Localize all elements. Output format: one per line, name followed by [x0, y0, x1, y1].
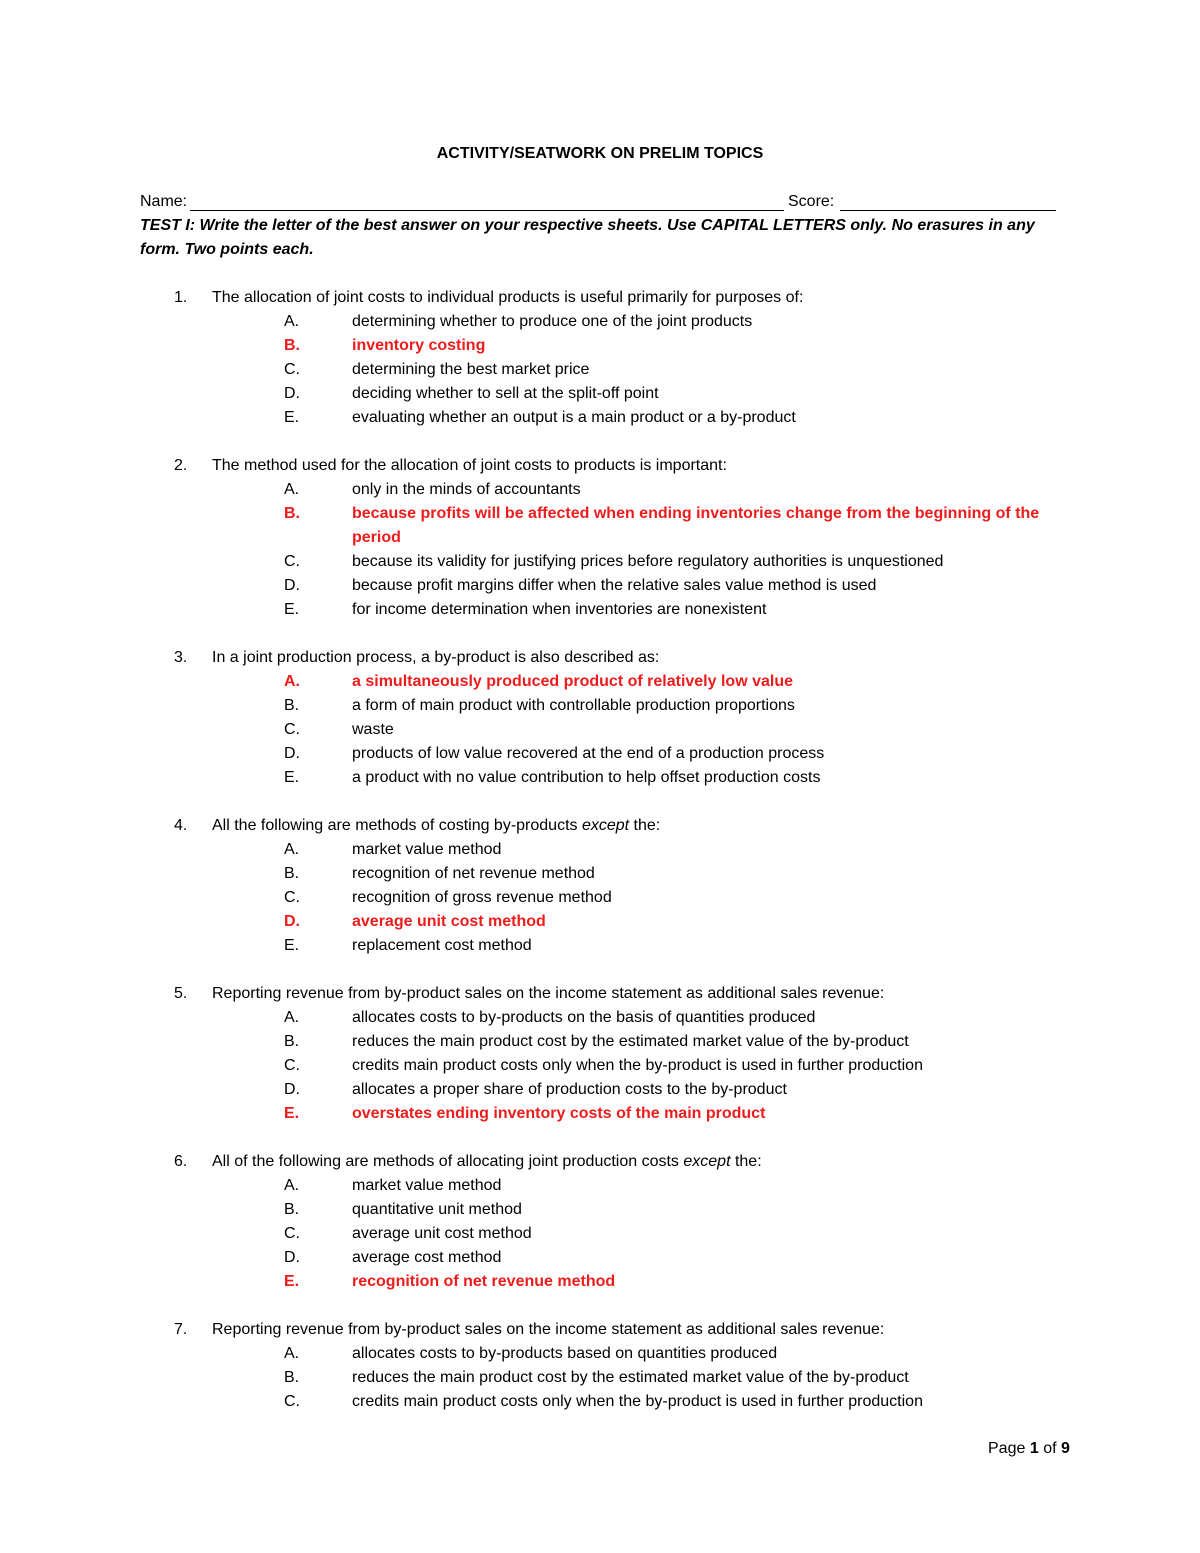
- option-text: average unit cost method: [352, 913, 546, 930]
- option-text: market value method: [352, 1177, 502, 1194]
- total-pages: 9: [1060, 1440, 1070, 1457]
- score-blank: [840, 210, 1056, 211]
- option-letter: A.: [284, 1177, 300, 1194]
- name-blank: [190, 210, 784, 211]
- question-text: All of the following are methods of allocating joint production costs: [212, 1153, 684, 1170]
- answer-option: [140, 934, 1060, 958]
- question-number: 6.: [174, 1153, 188, 1170]
- test-instructions: TEST I: Write the letter of the best answer on your respective sheets. Use CAPITAL LETTERS only. No erasures in any form. Two points each.: [140, 217, 1035, 258]
- answer-option: [140, 1198, 1060, 1222]
- answer-option: [140, 1006, 1060, 1030]
- option-text: inventory costing: [352, 337, 486, 354]
- answer-option: [140, 1390, 1060, 1414]
- answer-option: [140, 574, 1060, 598]
- option-text: allocates costs to by-products based on quantities produced: [352, 1345, 778, 1362]
- answer-option: [140, 1246, 1060, 1270]
- answer-option: [140, 1366, 1060, 1390]
- option-letter: C.: [284, 361, 300, 378]
- option-letter: C.: [284, 1225, 300, 1242]
- option-text: reduces the main product cost by the estimated market value of the by-product: [352, 1033, 909, 1050]
- question-stem: [140, 1318, 1060, 1342]
- question-item: [140, 646, 1060, 790]
- question-stem: [140, 286, 1060, 310]
- option-letter: C.: [284, 1393, 300, 1410]
- question-stem: [140, 646, 1060, 670]
- answer-option-correct: [140, 1270, 1060, 1294]
- answer-option: [140, 1174, 1060, 1198]
- question-item: [140, 1318, 1060, 1414]
- answer-option: [140, 1054, 1060, 1078]
- option-text: products of low value recovered at the end of a production process: [352, 745, 825, 762]
- answer-option: [140, 1222, 1060, 1246]
- option-text: recognition of gross revenue method: [352, 889, 612, 906]
- option-text: credits main product costs only when the by-product is used in further production: [352, 1057, 923, 1074]
- option-text: a simultaneously produced product of relatively low value: [352, 673, 793, 690]
- answer-option: [140, 310, 1060, 334]
- option-text: for income determination when inventories are nonexistent: [352, 601, 767, 618]
- question-stem: [140, 982, 1060, 1006]
- option-text: only in the minds of accountants: [352, 481, 581, 498]
- option-text: allocates costs to by-products on the basis of quantities produced: [352, 1009, 816, 1026]
- option-letter: A.: [284, 1345, 300, 1362]
- option-letter: B.: [284, 1201, 300, 1218]
- question-list: [140, 286, 1060, 1438]
- option-letter: C.: [284, 553, 300, 570]
- question-item: [140, 286, 1060, 430]
- option-text: credits main product costs only when the by-product is used in further production: [352, 1393, 923, 1410]
- question-number: 1.: [174, 289, 188, 306]
- option-text: overstates ending inventory costs of the main product: [352, 1105, 766, 1122]
- option-letter: B.: [284, 865, 300, 882]
- option-letter: D.: [284, 1081, 300, 1098]
- question-text: Reporting revenue from by-product sales on the income statement as additional sales revenue:: [212, 985, 885, 1002]
- option-letter: C.: [284, 721, 300, 738]
- option-letter: A.: [284, 1009, 300, 1026]
- option-text: recognition of net revenue method: [352, 1273, 616, 1290]
- option-text: evaluating whether an output is a main product or a by-product: [352, 409, 796, 426]
- question-item: [140, 982, 1060, 1126]
- option-text: average unit cost method: [352, 1225, 532, 1242]
- option-letter: E.: [284, 769, 300, 786]
- option-letter: B.: [284, 1033, 300, 1050]
- answer-option: [140, 406, 1060, 430]
- answer-option: [140, 886, 1060, 910]
- option-letter: E.: [284, 601, 300, 618]
- page-word: Page: [988, 1440, 1026, 1457]
- answer-option: [140, 1078, 1060, 1102]
- question-text: The method used for the allocation of joint costs to products is important:: [212, 457, 727, 474]
- question-text: Reporting revenue from by-product sales on the income statement as additional sales revenue:: [212, 1321, 885, 1338]
- option-text: recognition of net revenue method: [352, 865, 595, 882]
- question-number: 5.: [174, 985, 188, 1002]
- option-letter: A.: [284, 673, 300, 690]
- option-letter: A.: [284, 313, 300, 330]
- answer-option: [140, 694, 1060, 718]
- answer-option: [140, 718, 1060, 742]
- option-letter: A.: [284, 481, 300, 498]
- answer-option-correct: [140, 910, 1060, 934]
- of-word: of: [1043, 1440, 1057, 1457]
- option-text: a form of main product with controllable production proportions: [352, 697, 795, 714]
- option-letter: C.: [284, 1057, 300, 1074]
- answer-option: [140, 766, 1060, 790]
- answer-option: [140, 598, 1060, 622]
- option-letter: D.: [284, 1249, 300, 1266]
- question-number: 3.: [174, 649, 188, 666]
- question-text: In a joint production process, a by-product is also described as:: [212, 649, 660, 666]
- question-item: [140, 1150, 1060, 1294]
- answer-option: [140, 838, 1060, 862]
- answer-option-correct: [140, 502, 1060, 550]
- option-text: because its validity for justifying prices before regulatory authorities is unquestioned: [352, 553, 944, 570]
- option-text: reduces the main product cost by the estimated market value of the by-product: [352, 1369, 909, 1386]
- option-text: replacement cost method: [352, 937, 532, 954]
- option-text: because profit margins differ when the relative sales value method is used: [352, 577, 877, 594]
- option-text: average cost method: [352, 1249, 502, 1266]
- answer-option-correct: [140, 670, 1060, 694]
- option-letter: E.: [284, 409, 300, 426]
- page-number: [988, 1437, 1070, 1461]
- question-text: All the following are methods of costing by-products: [212, 817, 582, 834]
- option-text: a product with no value contribution to help offset production costs: [352, 769, 821, 786]
- option-letter: A.: [284, 841, 300, 858]
- answer-option: [140, 550, 1060, 574]
- option-letter: E.: [284, 1105, 300, 1122]
- question-item: [140, 454, 1060, 622]
- answer-option: [140, 382, 1060, 406]
- option-letter: B.: [284, 337, 300, 354]
- option-text: determining whether to produce one of the joint products: [352, 313, 753, 330]
- option-letter: E.: [284, 937, 300, 954]
- question-number: 2.: [174, 457, 188, 474]
- question-emphasis: except: [683, 1153, 731, 1170]
- current-page: 1: [1029, 1440, 1039, 1457]
- option-text: quantitative unit method: [352, 1201, 522, 1218]
- score-label: Score:: [788, 193, 835, 210]
- answer-option-correct: [140, 334, 1060, 358]
- option-text: waste: [352, 721, 394, 738]
- answer-option-correct: [140, 1102, 1060, 1126]
- question-number: 4.: [174, 817, 188, 834]
- question-text-end: the:: [629, 817, 661, 834]
- option-letter: E.: [284, 1273, 300, 1290]
- question-emphasis: except: [581, 817, 630, 834]
- name-label: Name:: [140, 193, 188, 210]
- answer-option: [140, 358, 1060, 382]
- option-letter: C.: [284, 889, 300, 906]
- option-letter: D.: [284, 577, 300, 594]
- option-letter: D.: [284, 913, 300, 930]
- option-text: allocates a proper share of production costs to the by-product: [352, 1081, 787, 1098]
- document-title: ACTIVITY/SEATWORK ON PRELIM TOPICS: [436, 145, 764, 162]
- option-letter: B.: [284, 1369, 300, 1386]
- answer-option: [140, 1342, 1060, 1366]
- option-text: deciding whether to sell at the split-off point: [352, 385, 659, 402]
- question-text-end: the:: [730, 1153, 762, 1170]
- question-stem: [140, 814, 1060, 838]
- question-stem: [140, 1150, 1060, 1174]
- question-stem: [140, 454, 1060, 478]
- option-letter: B.: [284, 697, 300, 714]
- answer-option: [140, 1030, 1060, 1054]
- question-item: [140, 814, 1060, 958]
- option-text: because profits will be affected when ending inventories change from the beginning of the period: [352, 505, 1040, 546]
- name-score-line: [140, 190, 1060, 214]
- option-letter: D.: [284, 385, 300, 402]
- question-text: The allocation of joint costs to individual products is useful primarily for purposes of:: [212, 289, 804, 306]
- option-text: determining the best market price: [352, 361, 590, 378]
- option-text: market value method: [352, 841, 502, 858]
- answer-option: [140, 742, 1060, 766]
- question-number: 7.: [174, 1321, 188, 1338]
- answer-option: [140, 862, 1060, 886]
- answer-option: [140, 478, 1060, 502]
- option-letter: B.: [284, 505, 300, 522]
- option-letter: D.: [284, 745, 300, 762]
